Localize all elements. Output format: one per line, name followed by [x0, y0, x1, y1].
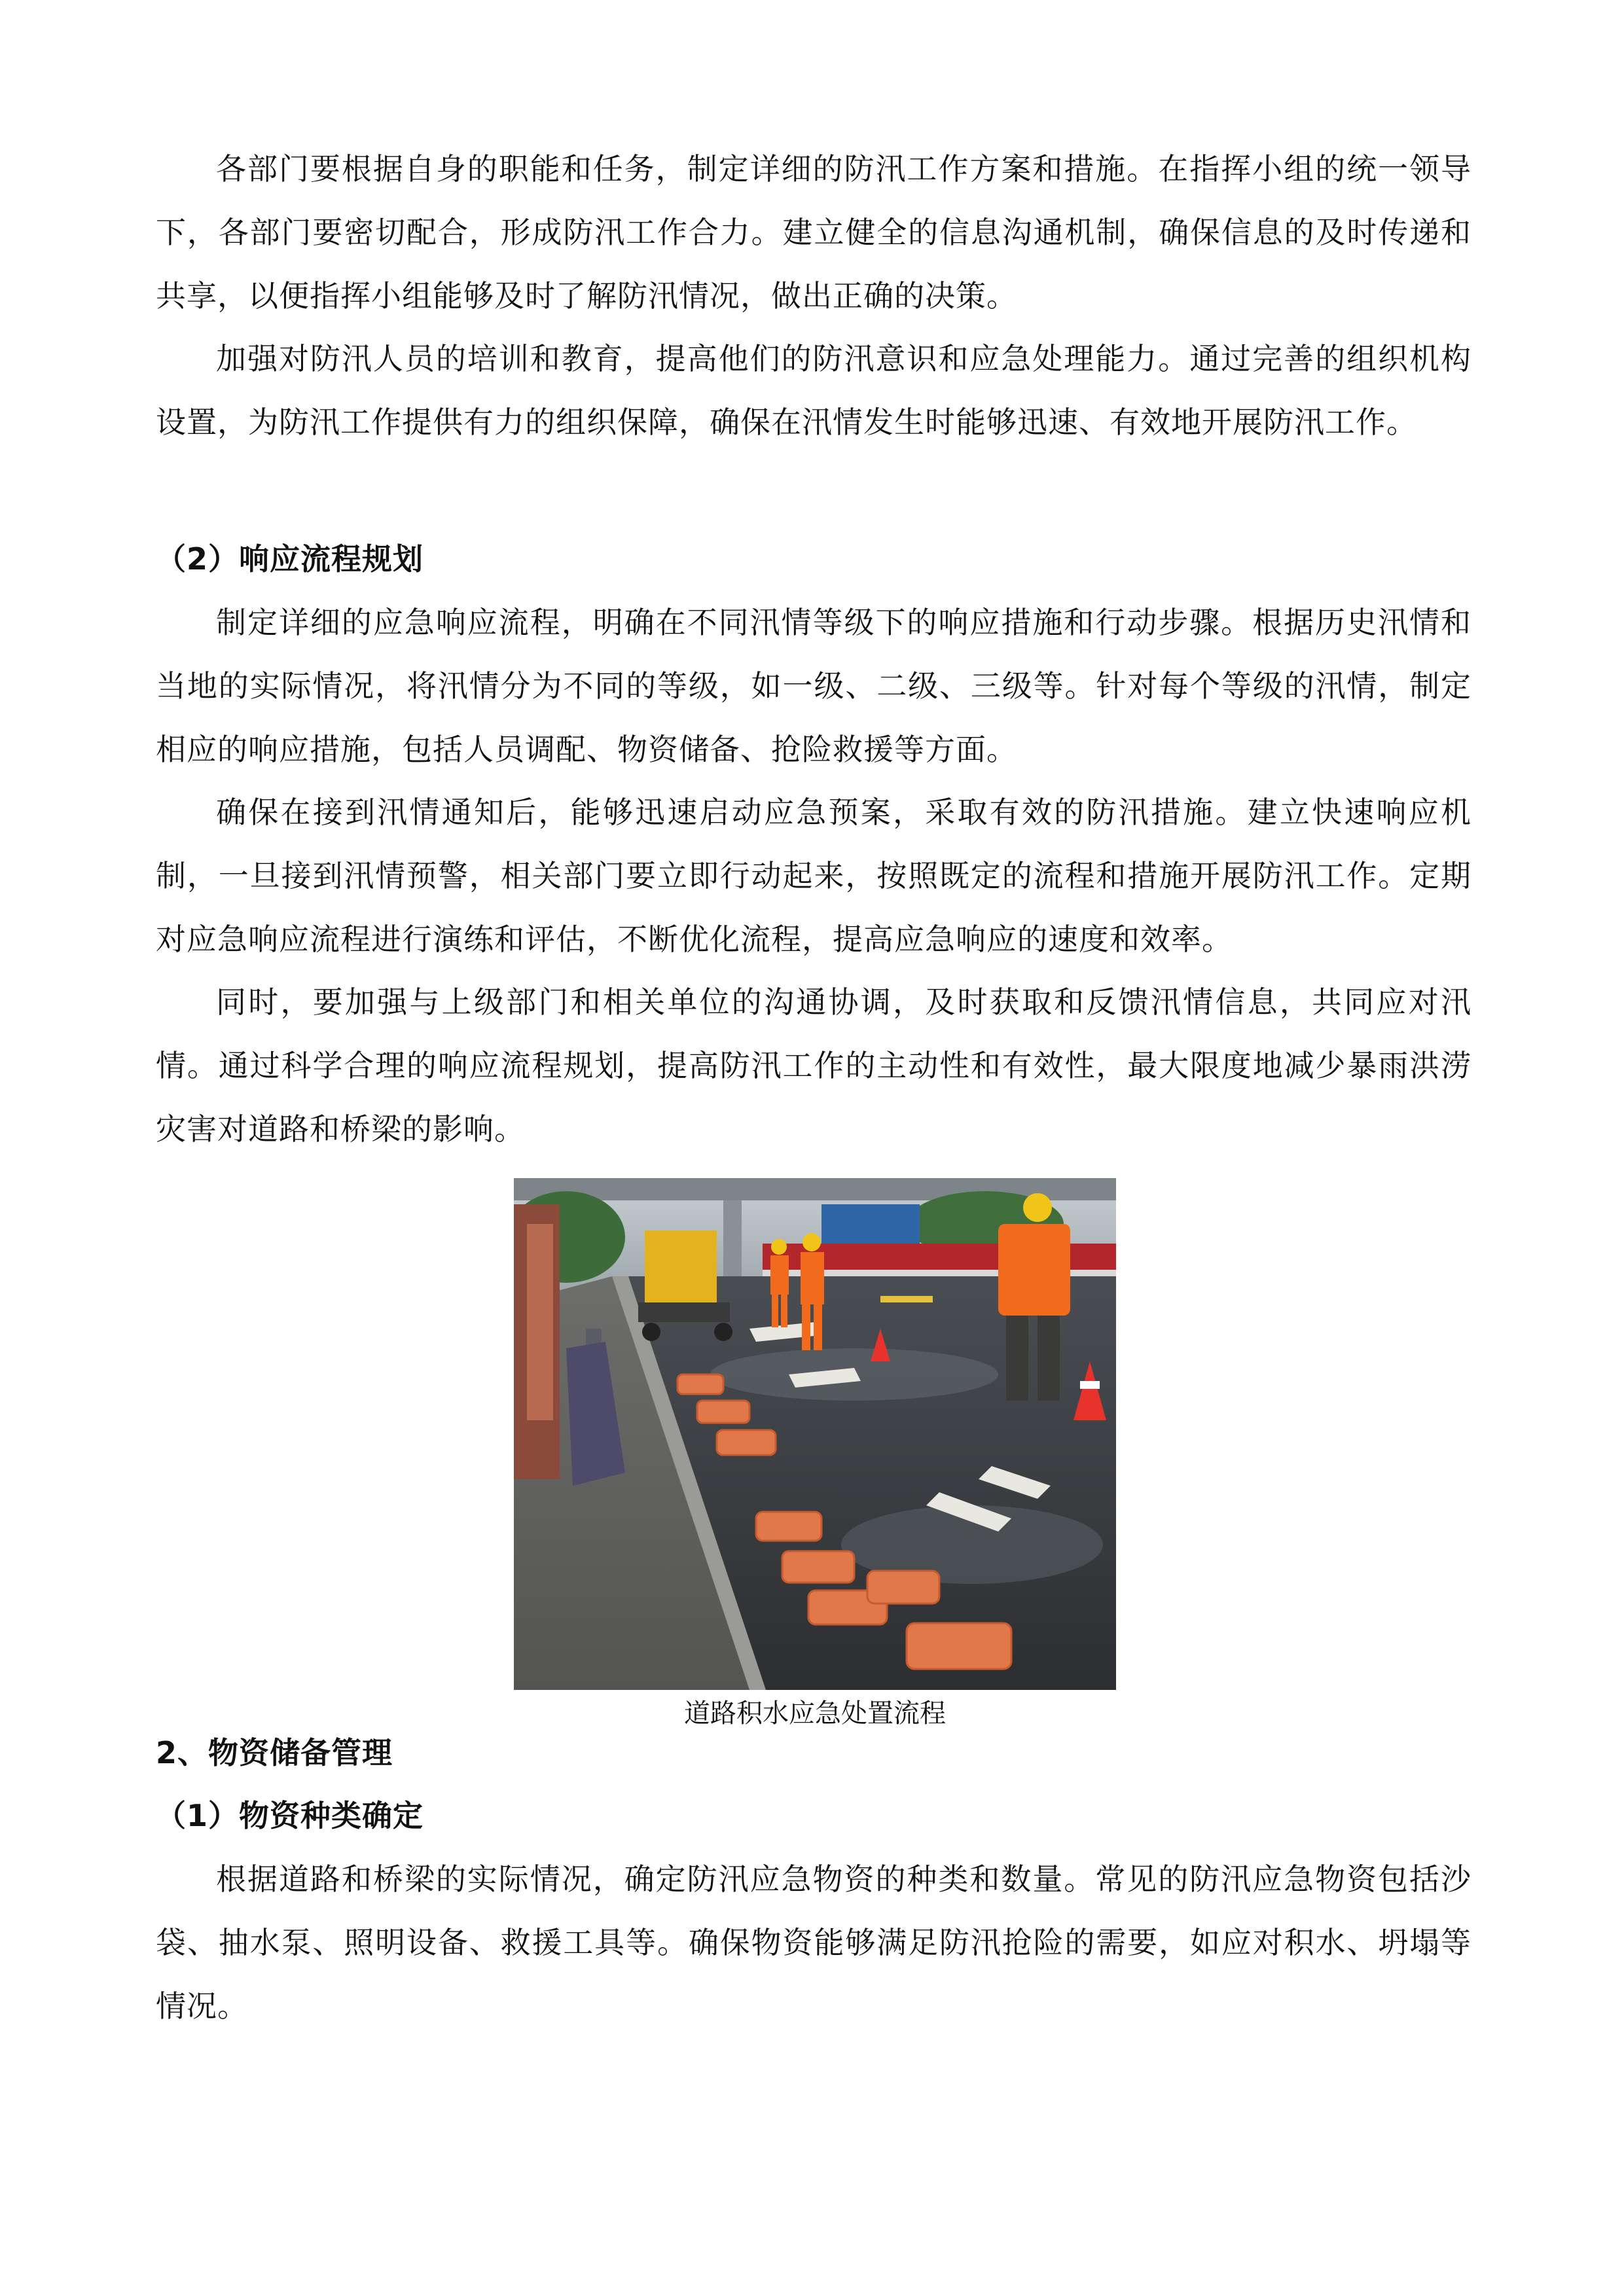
heading-supplies-management: 2、物资储备管理	[156, 1735, 393, 1770]
heading-supply-types: （1）物资种类确定	[156, 1798, 424, 1833]
paragraph-supply-types: 根据道路和桥梁的实际情况，确定防汛应急物资的种类和数量。常见的防汛应急物资包括沙袋、抽水泵、照明设备、救援工具等。确保物资能够满足防汛抢险的需要，如应对积水、坍塌等情况。	[156, 1861, 1471, 2024]
paragraph-division-plans: 各部门要根据自身的职能和任务，制定详细的防汛工作方案和措施。在指挥小组的统一领导下，各部门要密切配合，形成防汛工作合力。建立健全的信息沟通机制，确保信息的及时传递和共享，以便指挥小组能够及时了解防汛情况，做出正确的决策。	[156, 151, 1471, 314]
road-flood-photo	[514, 1178, 1116, 1690]
paragraph-quick-response: 确保在接到汛情通知后，能够迅速启动应急预案，采取有效的防汛措施。建立快速响应机制，一旦接到汛情预警，相关部门要立即行动起来，按照既定的流程和措施开展防汛工作。定期对应急响应流程进行演练和评估，不断优化流程，提高应急响应的速度和效率。	[156, 795, 1471, 957]
paragraph-response-levels: 制定详细的应急响应流程，明确在不同汛情等级下的响应措施和行动步骤。根据历史汛情和当地的实际情况，将汛情分为不同的等级，如一级、二级、三级等。针对每个等级的汛情，制定相应的响应措施，包括人员调配、物资储备、抢险救援等方面。	[156, 605, 1471, 767]
figure-caption: 道路积水应急处置流程	[684, 1698, 946, 1729]
road-flood-illustration	[514, 1178, 1116, 1690]
paragraph-training: 加强对防汛人员的培训和教育，提高他们的防汛意识和应急处理能力。通过完善的组织机构设置，为防汛工作提供有力的组织保障，确保在汛情发生时能够迅速、有效地开展防汛工作。	[156, 341, 1471, 440]
paragraph-coordination: 同时，要加强与上级部门和相关单位的沟通协调，及时获取和反馈汛情信息，共同应对汛情。通过科学合理的响应流程规划，提高防汛工作的主动性和有效性，最大限度地减少暴雨洪涝灾害对道路和桥梁的影响。	[156, 984, 1471, 1147]
heading-response-flow: （2）响应流程规划	[156, 541, 424, 577]
